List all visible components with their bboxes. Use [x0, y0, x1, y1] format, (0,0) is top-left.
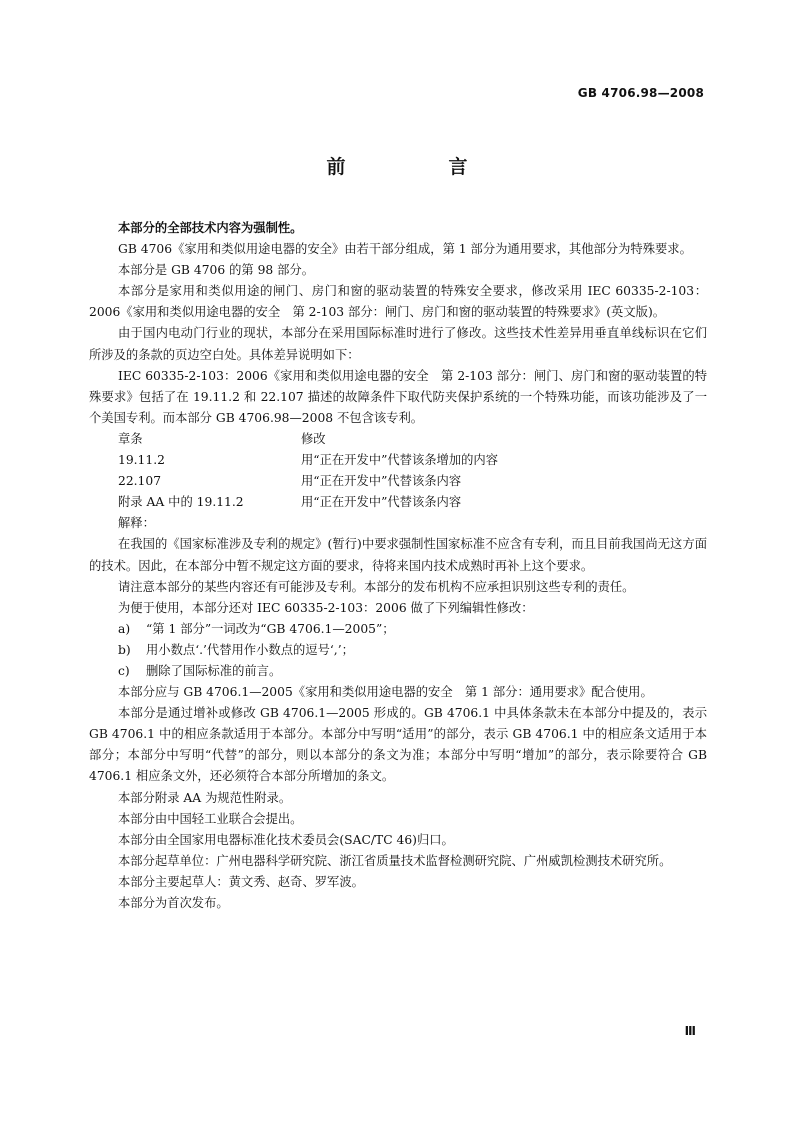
paragraph: 本部分由全国家用电器标准化技术委员会(SAC/TC 46)归口。: [118, 832, 454, 847]
paragraph: 解释：: [118, 516, 155, 531]
document-body: [89, 218, 707, 914]
list-item-text: 用小数点‘.’代替用作小数点的逗号‘,’；: [146, 642, 354, 657]
page-title: 前 言: [326, 156, 510, 178]
paragraph: 本部分应与 GB 4706.1—2005《家用和类似用途电器的安全 第 1 部分：通用要求》配合使用。: [118, 685, 653, 700]
table-header-change: 修改: [301, 431, 326, 446]
table-row: [89, 450, 707, 471]
paragraph: 本部分附录 AA 为规范性附录。: [118, 790, 292, 805]
table-cell-clause: 22.107: [118, 474, 162, 489]
table-cell-change: 用“正在开发中”代替该条增加的内容: [301, 453, 499, 468]
table-row: [89, 471, 707, 492]
paragraph: 本部分起草单位：广州电器科学研究院、浙江省质量技术监督检测研究院、广州威凯检测技术研究所。: [118, 853, 672, 868]
table-cell-change: 用“正在开发中”代替该条内容: [301, 474, 462, 489]
paragraph: 在我国的《国家标准涉及专利的规定》(暂行)中要求强制性国家标准不应含有专利，而且目前我国尚无这方面的技术。因此，在本部分中暂不规定这方面的要求，待将来国内技术成熟时再补上这个要求。: [89, 537, 707, 573]
paragraph: 为便于使用，本部分还对 IEC 60335-2-103：2006 做了下列编辑性修改：: [118, 600, 534, 615]
list-item-marker: c): [118, 663, 130, 678]
paragraph: 本部分主要起草人：黄文秀、赵奇、罗军波。: [118, 874, 364, 889]
list-item: [89, 640, 707, 661]
paragraph: 本部分是家用和类似用途的闸门、房门和窗的驱动装置的特殊安全要求，修改采用 IEC 60335-2-103：2006《家用和类似用途电器的安全 第 2-103 部分：闸门、房门和窗的驱动装置的特殊要求》(英文版)。: [89, 284, 707, 320]
list-item: [89, 661, 707, 682]
table-cell-clause: 附录 AA 中的 19.11.2: [118, 495, 244, 510]
paragraph: 本部分是通过增补或修改 GB 4706.1—2005 形成的。GB 4706.1 中具体条款未在本部分中提及的，表示 GB 4706.1 中的相应条款适用于本部分。本部分中写明“适用”的部分，表示 GB 4706.1 中的相应条文适用于本部分；本部分中写明“代替”的部分，则以本部分的条文为准；本部分中写明“增加”的部分，表示除要符合 GB 4706.1 相应条文外，还必须符合本部分所增加的条文。: [89, 706, 707, 784]
list-item-marker: b): [118, 642, 131, 657]
list-item-text: 删除了国际标准的前言。: [146, 663, 282, 678]
paragraph: 本部分为首次发布。: [118, 896, 229, 910]
paragraph: GB 4706《家用和类似用途电器的安全》由若干部分组成，第 1 部分为通用要求，其他部分为特殊要求。: [118, 242, 692, 257]
list-item-marker: a): [118, 621, 131, 636]
paragraph-mandatory-note: 本部分的全部技术内容为强制性。: [118, 221, 303, 235]
standard-number: GB 4706.98—2008: [577, 86, 704, 100]
list-item: [89, 619, 707, 640]
paragraph: 由于国内电动门行业的现状，本部分在采用国际标准时进行了修改。这些技术性差异用垂直单线标识在它们所涉及的条款的页边空白处。具体差异说明如下：: [89, 326, 707, 362]
paragraph: 本部分由中国轻工业联合会提出。: [118, 811, 303, 826]
difference-table-header: [89, 429, 707, 450]
paragraph: 请注意本部分的某些内容还有可能涉及专利。本部分的发布机构不应承担识别这些专利的责任。: [118, 579, 635, 594]
page-number: Ⅲ: [684, 1024, 696, 1038]
list-item-text: “第 1 部分”一词改为“GB 4706.1—2005”；: [146, 621, 395, 636]
table-cell-clause: 19.11.2: [118, 453, 165, 468]
paragraph: 本部分是 GB 4706 的第 98 部分。: [118, 263, 315, 278]
table-cell-change: 用“正在开发中”代替该条内容: [301, 495, 462, 510]
table-row: [89, 492, 707, 513]
paragraph: IEC 60335-2-103：2006《家用和类似用途电器的安全 第 2-103 部分：闸门、房门和窗的驱动装置的特殊要求》包括了在 19.11.2 和 22.107 描述的故障条件下取代防夹保护系统的一个特殊功能，而该功能涉及了一个美国专利。而本部分 GB 4706.98—2008 不包含该专利。: [89, 368, 707, 425]
table-header-clause: 章条: [118, 431, 143, 446]
